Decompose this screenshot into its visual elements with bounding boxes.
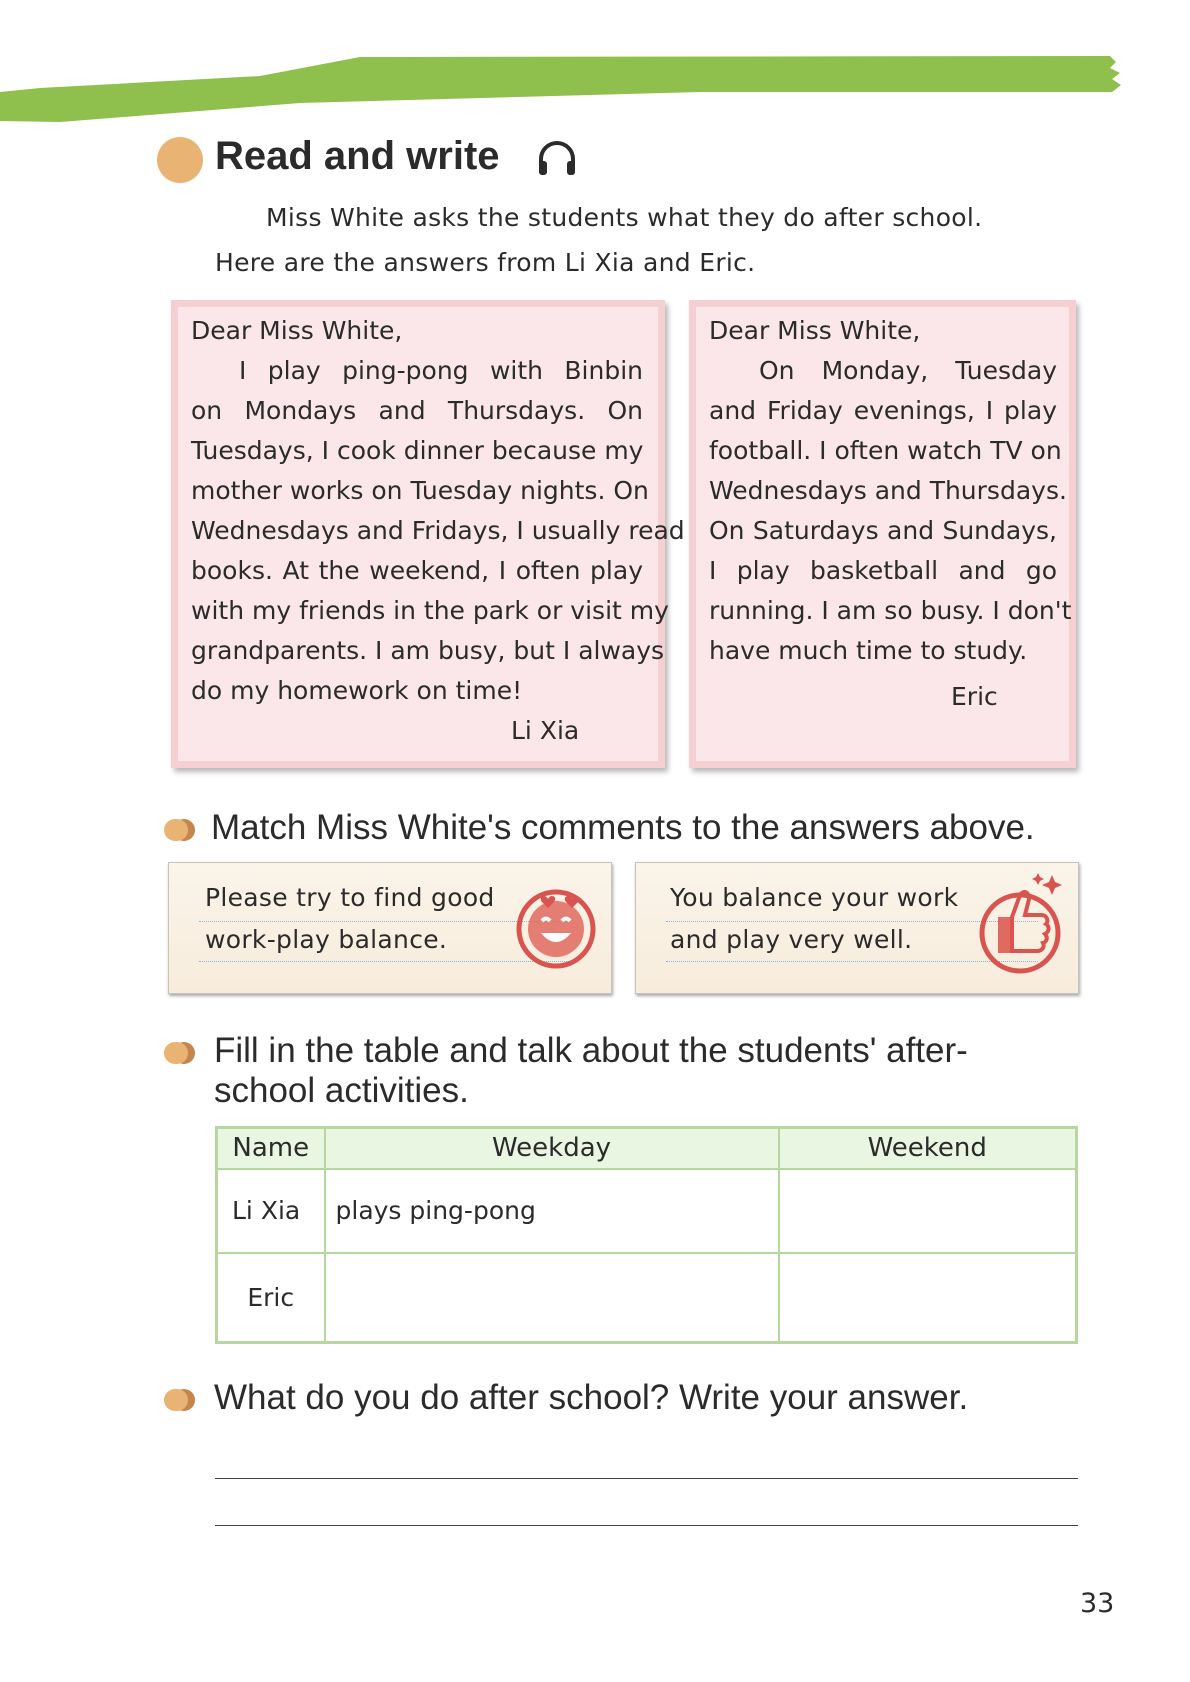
- table-header: Weekday: [325, 1128, 779, 1169]
- letter-line: Dear Miss White,: [191, 316, 403, 345]
- comment-text: Please try to find good: [205, 883, 495, 912]
- intro-line-2: Here are the answers from Li Xia and Eric.: [215, 248, 756, 277]
- table-header: Weekend: [779, 1128, 1077, 1169]
- letter-signature: Eric: [951, 682, 998, 711]
- section-bullet-icon: [163, 1041, 197, 1065]
- letter-line: running. I am so busy. I don't: [709, 596, 1072, 625]
- section-bullet-icon: [163, 1388, 197, 1412]
- letter-line: football. I often watch TV on: [709, 436, 1062, 465]
- letter-line: grandparents. I am busy, but I always: [191, 636, 665, 665]
- thumbs-up-stamp-icon: [974, 871, 1070, 981]
- smiling-face-stamp-icon: [514, 885, 600, 971]
- table-cell-weekend[interactable]: [779, 1253, 1077, 1343]
- comment-text: You balance your work: [670, 883, 959, 912]
- table-header-row: [217, 1128, 1077, 1169]
- fill-instruction-line-2: school activities.: [214, 1071, 469, 1110]
- letter-line: books. At the weekend, I often play: [191, 556, 643, 585]
- letter-line: Wednesdays and Thursdays.: [709, 476, 1067, 505]
- letter-line: On Monday, Tuesday: [759, 356, 1057, 385]
- table-cell-weekday[interactable]: [325, 1253, 779, 1343]
- letter-line: Wednesdays and Fridays, I usually read: [191, 516, 685, 545]
- comment-text: work-play balance.: [205, 925, 448, 954]
- activities-table: [215, 1126, 1078, 1344]
- letter-line: On Saturdays and Sundays,: [709, 516, 1057, 545]
- comment-text: and play very well.: [670, 925, 913, 954]
- table-cell-name: Eric: [217, 1253, 325, 1343]
- write-instruction: What do you do after school? Write your answer.: [214, 1378, 969, 1417]
- letter-line: mother works on Tuesday nights. On: [191, 476, 649, 505]
- headphones-icon[interactable]: [536, 138, 578, 180]
- section-bullet-icon: [163, 818, 197, 842]
- letter-signature: Li Xia: [511, 716, 580, 745]
- letter-line: do my homework on time!: [191, 676, 523, 705]
- fill-instruction-line-1: Fill in the table and talk about the students' after-: [214, 1031, 968, 1070]
- letter-line: with my friends in the park or visit my: [191, 596, 669, 625]
- comment-card-2[interactable]: [635, 862, 1079, 994]
- letter-line: Tuesdays, I cook dinner because my: [191, 436, 644, 465]
- letter-line: on Mondays and Thursdays. On: [191, 396, 643, 425]
- letter-eric-body: [709, 311, 1072, 717]
- answer-line-1[interactable]: [215, 1478, 1078, 1479]
- table-cell-weekday[interactable]: plays ping-pong: [325, 1169, 779, 1253]
- comment-card-1[interactable]: [168, 862, 612, 994]
- letter-line: I play ping-pong with Binbin: [239, 356, 643, 385]
- intro-line-1: Miss White asks the students what they do after school.: [266, 203, 983, 232]
- heading-dot: [157, 137, 203, 183]
- match-instruction: Match Miss White's comments to the answers above.: [211, 808, 1035, 847]
- green-banner: [0, 0, 1190, 130]
- section-title: Read and write: [215, 134, 500, 178]
- page-number: 33: [1080, 1588, 1115, 1619]
- table-row: [217, 1253, 1077, 1343]
- letter-line: and Friday evenings, I play: [709, 396, 1057, 425]
- answer-line-2[interactable]: [215, 1525, 1078, 1526]
- letter-line: I play basketball and go: [709, 556, 1057, 585]
- letter-line: have much time to study.: [709, 636, 1028, 665]
- letter-line: Dear Miss White,: [709, 316, 921, 345]
- table-cell-weekend[interactable]: [779, 1169, 1077, 1253]
- table-cell-name: Li Xia: [217, 1169, 325, 1253]
- table-row: [217, 1169, 1077, 1253]
- table-header: Name: [217, 1128, 325, 1169]
- letter-li-xia-body: [191, 311, 685, 751]
